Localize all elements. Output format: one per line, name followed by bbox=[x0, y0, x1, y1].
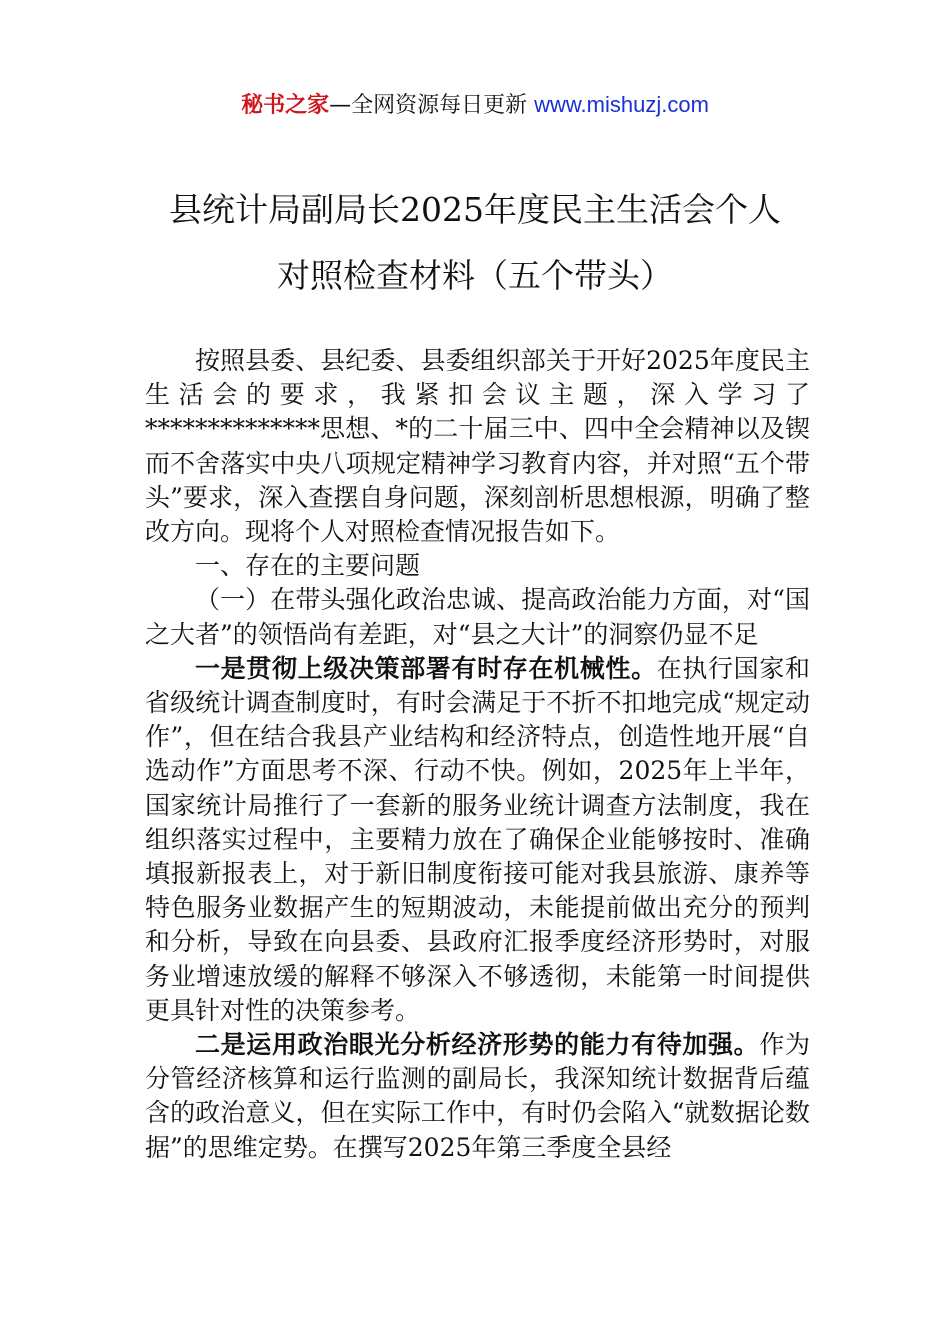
site-brand: 秘书之家 bbox=[241, 93, 330, 118]
site-url-link[interactable]: www.mishuzj.com bbox=[534, 92, 709, 117]
document-title-line-1: 县统计局副局长2025年度民主生活会个人 bbox=[169, 190, 781, 229]
site-slogan: —全网资源每日更新 bbox=[329, 93, 528, 118]
document-title-line-2: 对照检查材料（五个带头） bbox=[277, 256, 673, 295]
point-lead-2: 二是运用政治眼光分析经济形势的能力有待加强。 bbox=[195, 1030, 760, 1060]
point-paragraph-2 bbox=[145, 1028, 810, 1165]
point-paragraph-1 bbox=[145, 652, 810, 1028]
section-heading: 一、存在的主要问题 bbox=[195, 551, 421, 581]
subsection-heading: （一）在带头强化政治忠诚、提高政治能力方面，对“国之大者”的领悟尚有差距，对“县之大计”的洞察仍显不足 bbox=[145, 585, 810, 649]
intro-paragraph: 按照县委、县纪委、县委组织部关于开好2025年度民主生活会的要求，我紧扣会议主题，深入学习了**************思想、*的二十届三中、四中全会精神以及锲而不舍落实中央八项规定精神学习教育内容，并对照“五个带头”要求，深入查摆自身问题，深刻剖析思想根源，明确了整改方向。现将个人对照检查情况报告如下。 bbox=[145, 346, 810, 547]
site-header bbox=[0, 88, 950, 123]
point-text-1: 在执行国家和省级统计调查制度时，有时会满足于不折不扣地完成“规定动作”，但在结合我县产业结构和经济特点，创造性地开展“自选动作”方面思考不深、行动不快。例如，2025年上半年，国家统计局推行了一套新的服务业统计调查方法制度，我在组织落实过程中，主要精力放在了确保企业能够按时、准确填报新报表上，对于新旧制度衔接可能对我县旅游、康养等特色服务业数据产生的短期波动，未能提前做出充分的预判和分析，导致在向县委、县政府汇报季度经济形势时，对服务业增速放缓的解释不够深入不够透彻，未能第一时间提供更具针对性的决策参考。 bbox=[145, 653, 810, 1025]
point-lead-1: 一是贯彻上级决策部署有时存在机械性。 bbox=[195, 653, 657, 683]
document-body bbox=[145, 344, 810, 1165]
point-text-2: 作为分管经济核算和运行监测的副局长，我深知统计数据背后蕴含的政治意义，但在实际工作中，有时仍会陷入“就数据论数据”的思维定势。在撰写2025年第三季度全县经 bbox=[145, 1030, 810, 1162]
